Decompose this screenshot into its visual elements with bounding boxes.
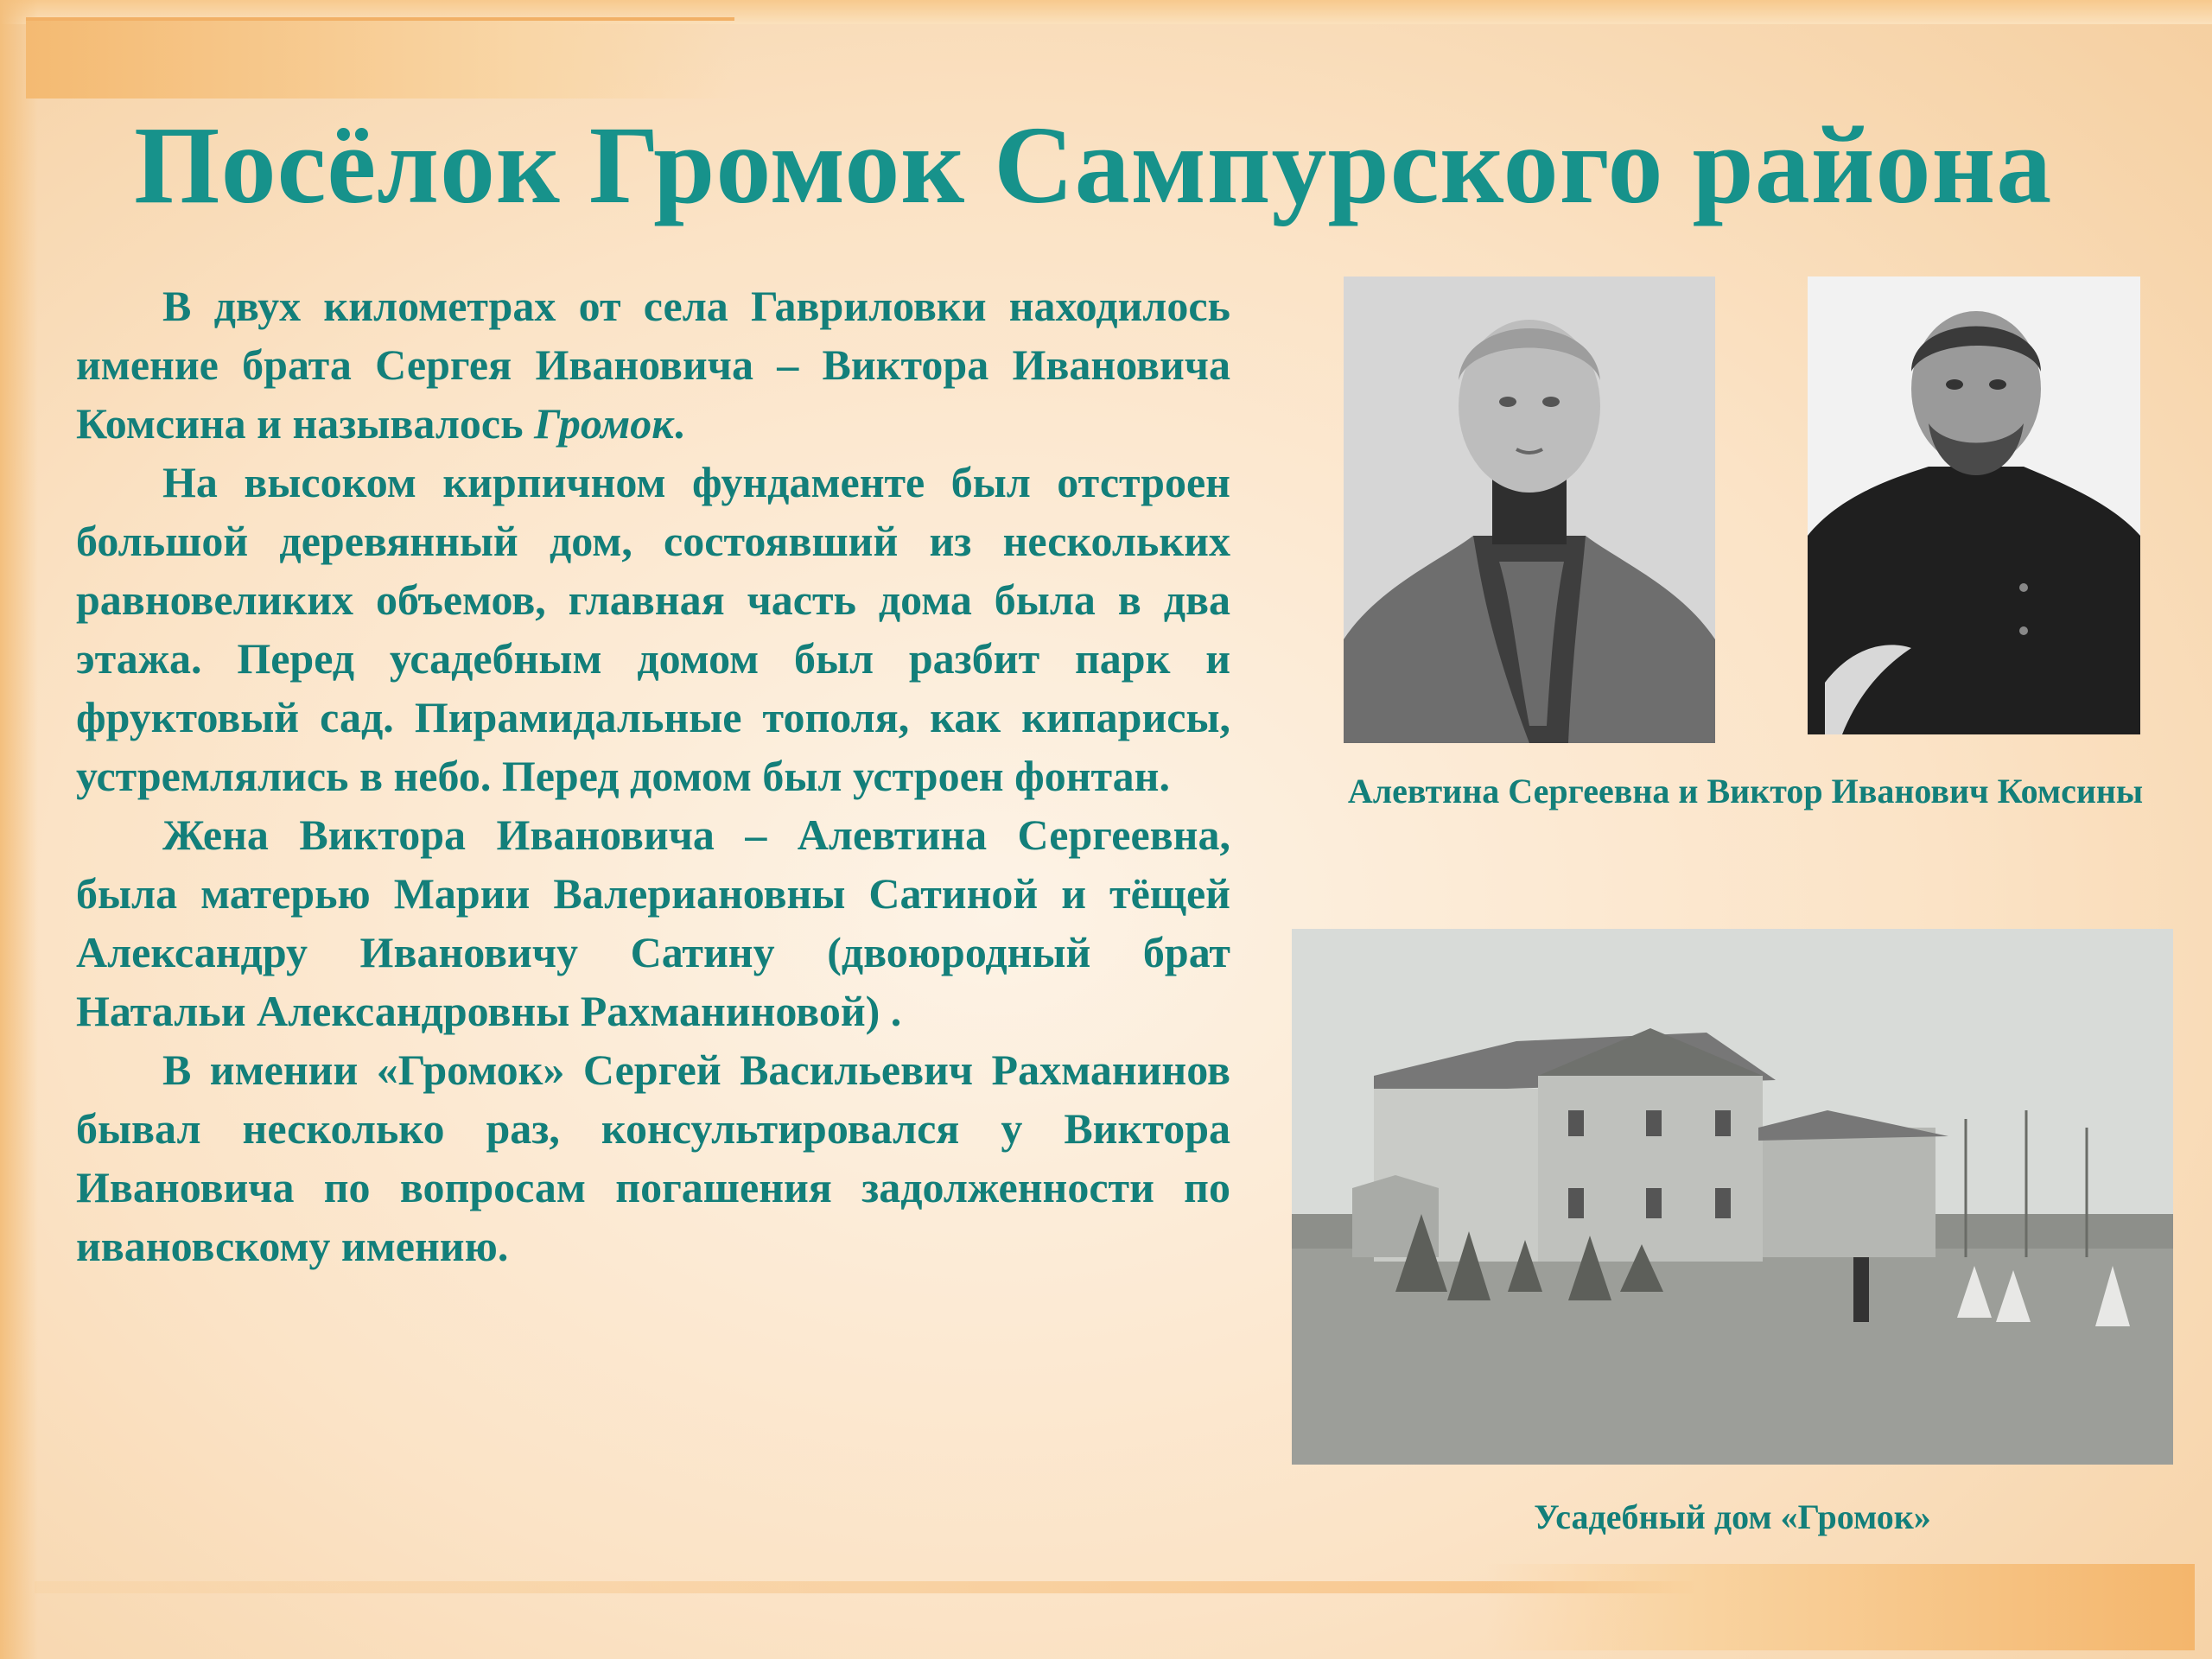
paragraph-4: В имении «Громок» Сергей Васильевич Рахманинов бывал несколько раз, консультировался у Виктора Ивановича по вопросам погашения задолженности по ивановскому имению. (76, 1046, 1230, 1270)
portrait-photo-alevtina (1344, 276, 1715, 743)
paragraph-3: Жена Виктора Ивановича – Алевтина Сергеевна, была матерью Марии Валериановны Сатиной и тёщей Александру Ивановичу Сатину (двоюродный брат Натальи Александровны Рахманиновой) . (76, 810, 1230, 1035)
slide-title: Посёлок Громок Сампурского района (134, 104, 2053, 226)
portraits-caption: Алевтина Сергеевна и Виктор Иванович Комсины (1347, 772, 2144, 810)
estate-house-photo (1292, 929, 2173, 1465)
estate-caption: Усадебный дом «Громок» (1534, 1497, 1931, 1536)
estate-name-italic: Громок (534, 399, 674, 448)
portrait-photo-viktor (1808, 276, 2140, 734)
paragraph-1-text: В двух километрах от села Гавриловки находилось имение брата Сергея Ивановича – Виктора Ивановича Комсина и называлось (76, 282, 1230, 448)
top-left-decorative-bar (26, 17, 734, 99)
paragraph-1 (76, 276, 1230, 453)
paragraph-1-end: . (673, 399, 685, 448)
body-text (76, 276, 1230, 1275)
left-decorative-bar (0, 0, 38, 1659)
paragraph-2: На высоком кирпичном фундаменте был отстроен большой деревянный дом, состоявший из нескольких равновеликих объемов, главная часть дома была в два этажа. Перед усадебным домом был разбит парк и фруктовый сад. Пирамидальные тополя, как кипарисы, устремлялись в небо. Перед домом был устроен фонтан. (76, 458, 1230, 800)
bottom-right-decorative-bar (1486, 1564, 2195, 1650)
